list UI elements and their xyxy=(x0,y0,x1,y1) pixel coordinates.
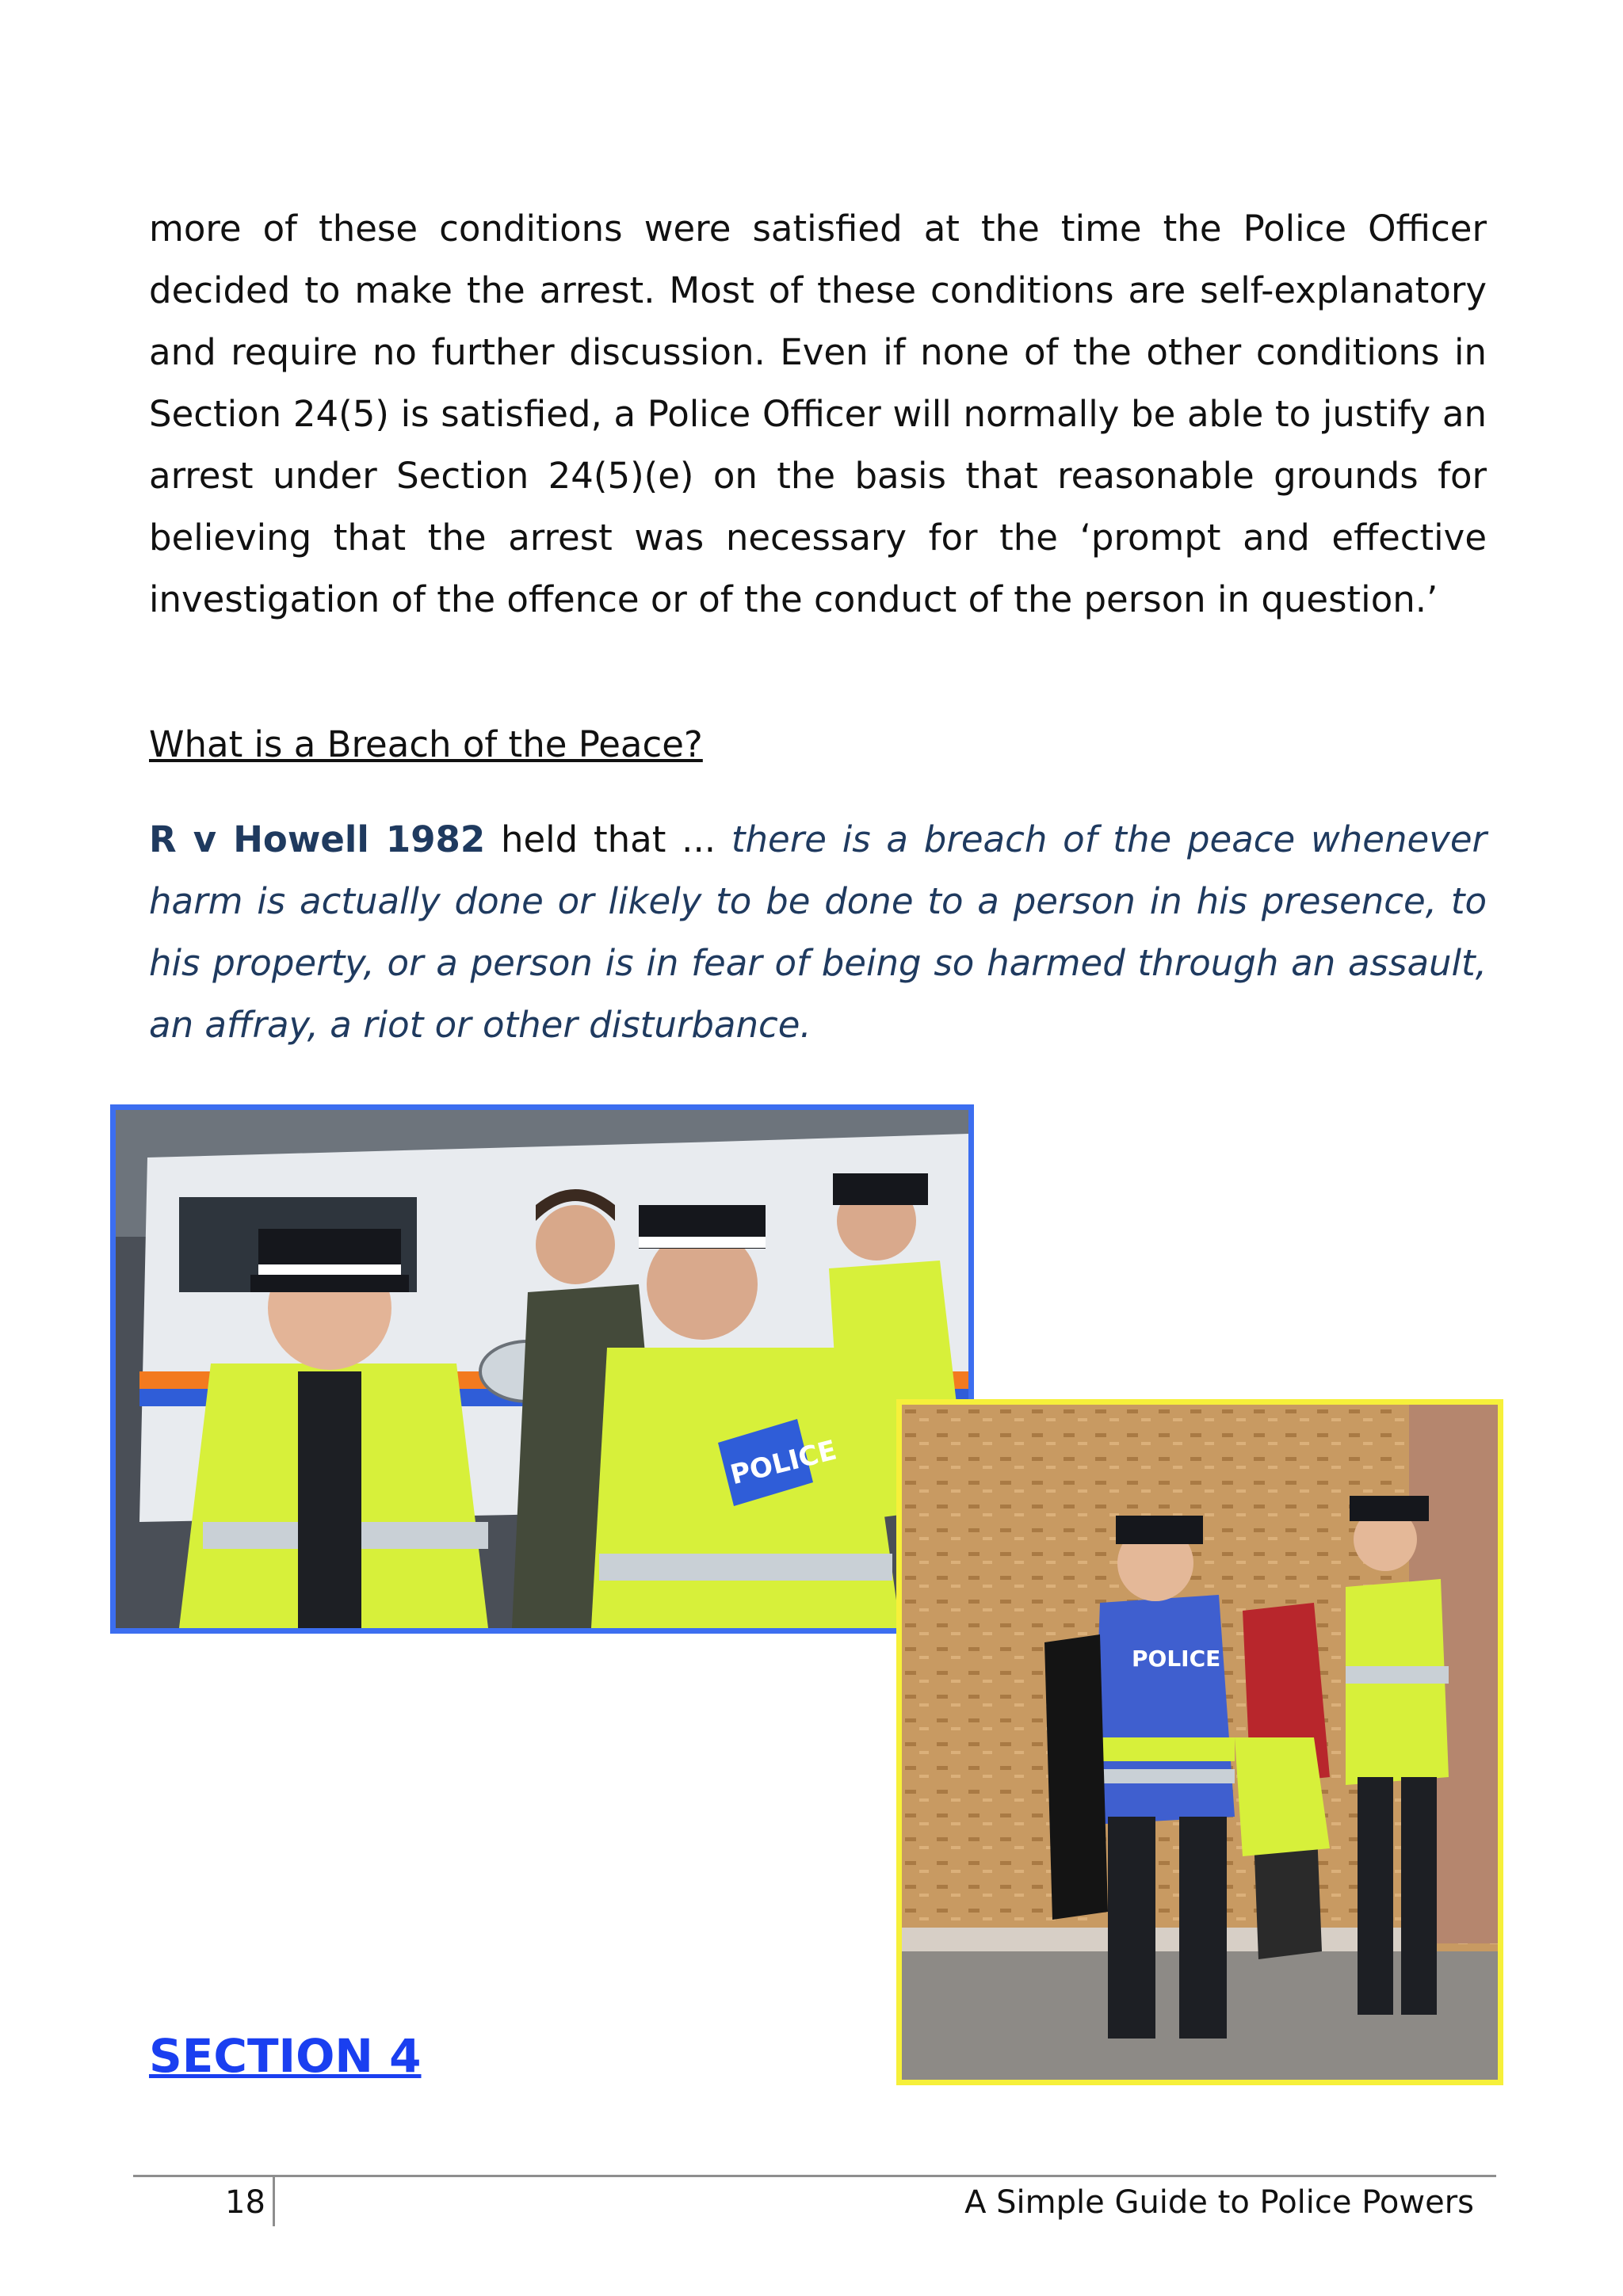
case-quote: there is a breach of the peace whenever harm is actually done or likely to be done to a person in his presence, to his property, or a person is in fear of being so harmed through an assault, an affray, a riot or other disturbance. xyxy=(149,818,1487,1046)
search-photo-illustration xyxy=(902,1405,1498,2080)
page-number: 18 xyxy=(225,2184,265,2221)
footer-rule xyxy=(133,2175,1496,2177)
arrest-photo-illustration xyxy=(116,1110,968,1628)
photo2-police-label: POLICE xyxy=(1132,1646,1221,1672)
case-paragraph xyxy=(149,809,1487,1056)
photo1-police-label: POLICE xyxy=(727,1434,840,1492)
breach-of-peace-heading: What is a Breach of the Peace? xyxy=(149,723,703,765)
footer-title: A Simple Guide to Police Powers xyxy=(964,2184,1474,2221)
arrest-photo xyxy=(110,1104,974,1634)
footer-separator xyxy=(273,2177,275,2226)
search-photo xyxy=(896,1399,1503,2085)
section-4-link[interactable]: SECTION 4 xyxy=(149,2029,422,2083)
body-paragraph: more of these conditions were satisfied at the time the Police Officer decided to make the arrest. Most of these conditions are self-explanatory and require no further discussion. Even if none of the other conditions in Section 24(5) is satisfied, a Police Officer will normally be able to justify an arrest under Section 24(5)(e) on the basis that reasonable grounds for believing that the arrest was necessary for the ‘prompt and effective investigation of the offence or of the conduct of the person in question.’ xyxy=(149,208,1487,620)
case-connector: held that ... xyxy=(485,818,731,860)
case-citation: R v Howell 1982 xyxy=(149,818,486,860)
